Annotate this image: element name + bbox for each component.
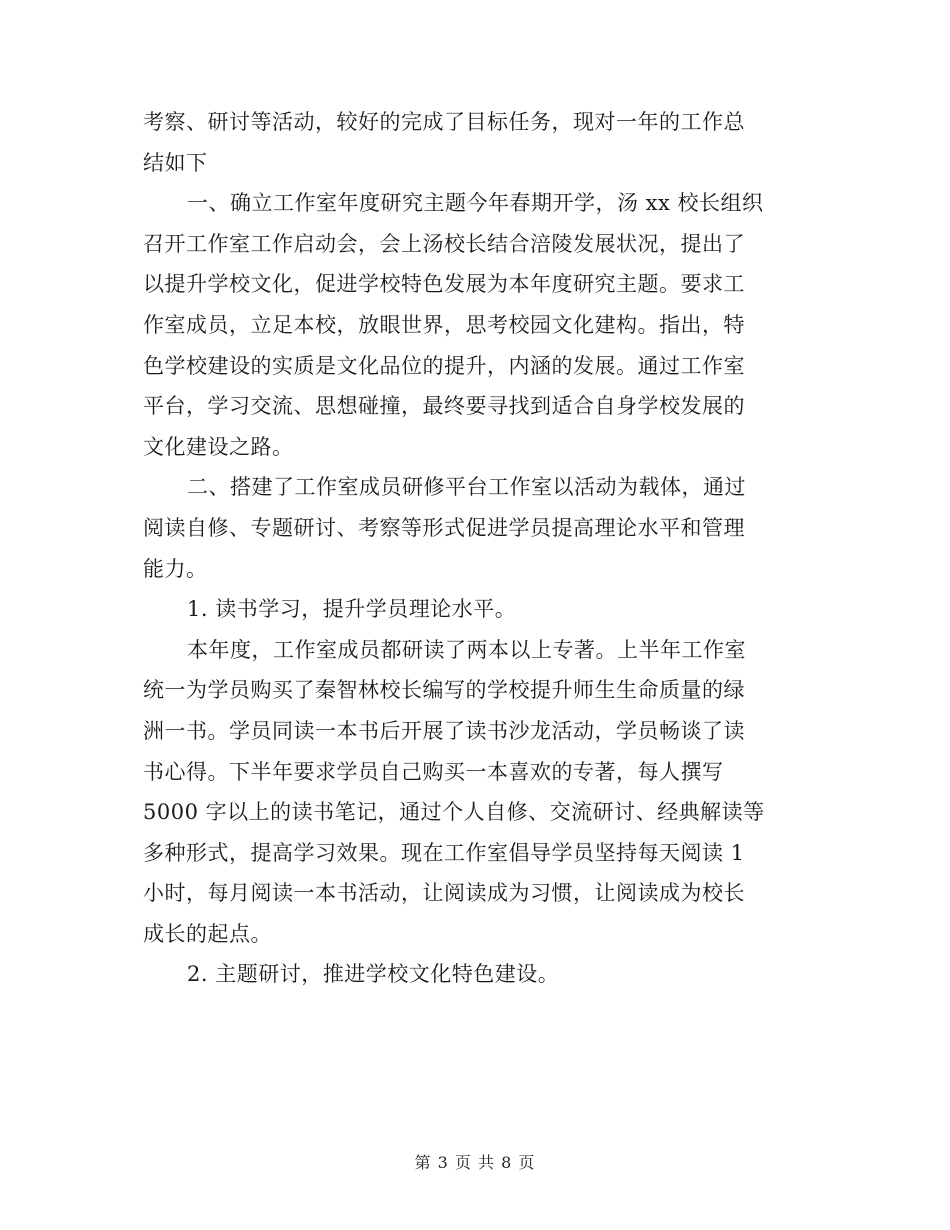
subsection-heading-2: 2. 主题研讨，推进学校文化特色建设。 bbox=[187, 962, 560, 987]
section-heading-2: 二、搭建了工作室成员研修平台工作室以活动为载体，通过 bbox=[187, 475, 746, 500]
text-line: 成长的起点。 bbox=[143, 921, 272, 946]
text-line: 小时，每月阅读一本书活动，让阅读成为习惯，让阅读成为校长 bbox=[143, 881, 745, 906]
text-line: 考察、研讨等活动，较好的完成了目标任务，现对一年的工作总 bbox=[143, 110, 745, 134]
text-line: 能力。 bbox=[143, 556, 208, 581]
text-line: 阅读自修、专题研讨、考察等形式促进学员提高理论水平和管理 bbox=[143, 515, 745, 540]
text-line: 作室成员，立足本校，放眼世界，思考校园文化建构。指出，特 bbox=[143, 312, 745, 337]
page-number-footer: 第 3 页 共 8 页 bbox=[414, 1153, 536, 1172]
text-line: 多种形式，提高学习效果。现在工作室倡导学员坚持每天阅读 1 bbox=[143, 840, 745, 865]
paragraph-start: 本年度，工作室成员都研读了两本以上专著。上半年工作室 bbox=[187, 637, 746, 662]
text-line: 召开工作室工作启动会，会上汤校长结合涪陵发展状况，提出了 bbox=[143, 231, 745, 256]
text-line: 5000 字以上的读书笔记，通过个人自修、交流研讨、经典解读等 bbox=[143, 800, 765, 825]
text-line: 洲一书。学员同读一本书后开展了读书沙龙活动，学员畅谈了读 bbox=[143, 718, 745, 743]
text-line: 统一为学员购买了秦智林校长编写的学校提升师生生命质量的绿 bbox=[143, 678, 745, 703]
subsection-heading-1: 1. 读书学习，提升学员理论水平。 bbox=[187, 597, 517, 622]
text-line: 以提升学校文化，促进学校特色发展为本年度研究主题。要求工 bbox=[143, 272, 745, 297]
text-line: 色学校建设的实质是文化品位的提升，内涵的发展。通过工作室 bbox=[143, 353, 745, 378]
text-line: 文化建设之路。 bbox=[143, 434, 294, 459]
text-line: 书心得。下半年要求学员自己购买一本喜欢的专著，每人撰写 bbox=[143, 759, 724, 784]
text-line: 平台，学习交流、思想碰撞，最终要寻找到适合自身学校发展的 bbox=[143, 394, 745, 419]
document-body bbox=[143, 102, 803, 995]
text-line: 结如下 bbox=[143, 150, 208, 175]
section-heading-1: 一、确立工作室年度研究主题今年春期开学，汤 xx 校长组织 bbox=[187, 191, 764, 216]
